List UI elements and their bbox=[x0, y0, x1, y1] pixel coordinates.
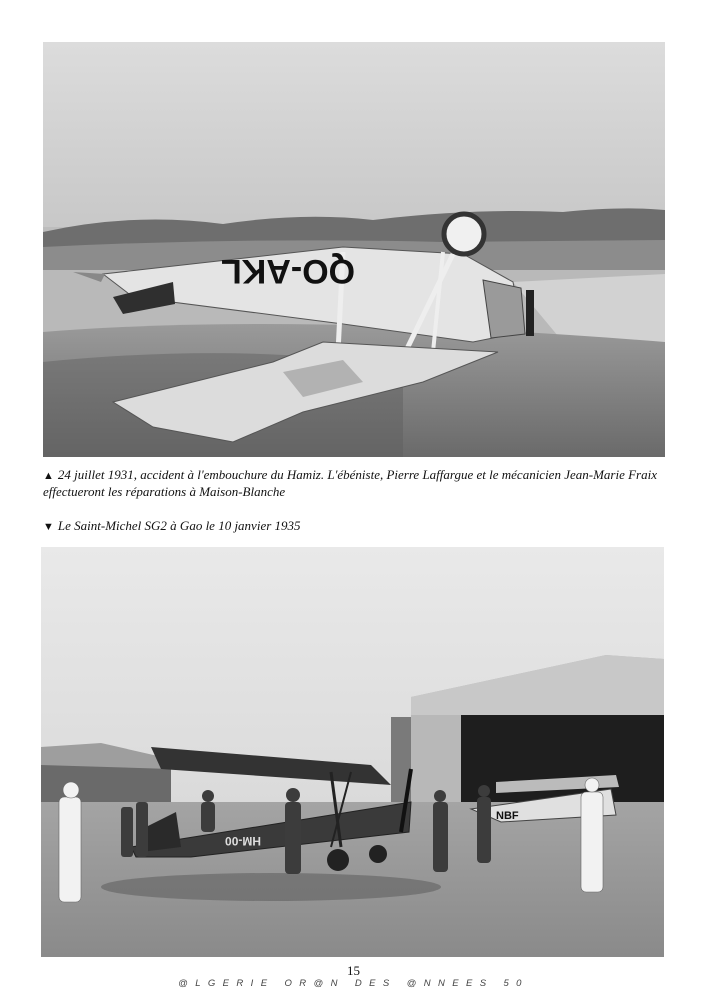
registration-front: HM-00 bbox=[224, 834, 261, 848]
caption-top bbox=[43, 467, 668, 500]
up-triangle-icon: ▲ bbox=[43, 470, 54, 482]
down-triangle-icon: ▼ bbox=[43, 521, 54, 533]
registration-back: NBF bbox=[496, 810, 519, 822]
running-title: @LGERIE OR@N DES @NNEES 50 bbox=[178, 978, 529, 989]
page-number: 15 bbox=[347, 963, 360, 978]
photo-saint-michel-gao bbox=[41, 547, 664, 957]
photo-crashed-plane bbox=[43, 42, 665, 457]
caption-bottom bbox=[43, 518, 668, 535]
caption-top-text: 24 juillet 1931, accident à l'embouchure du Hamiz. L'ébéniste, Pierre Laffargue et le mécanicien Jean-Marie Fraix effectueront les réparations à Maison-Blanche bbox=[43, 467, 657, 499]
registration-top: QO-AKL bbox=[220, 252, 356, 290]
caption-bottom-text: Le Saint-Michel SG2 à Gao le 10 janvier 1935 bbox=[57, 518, 301, 533]
